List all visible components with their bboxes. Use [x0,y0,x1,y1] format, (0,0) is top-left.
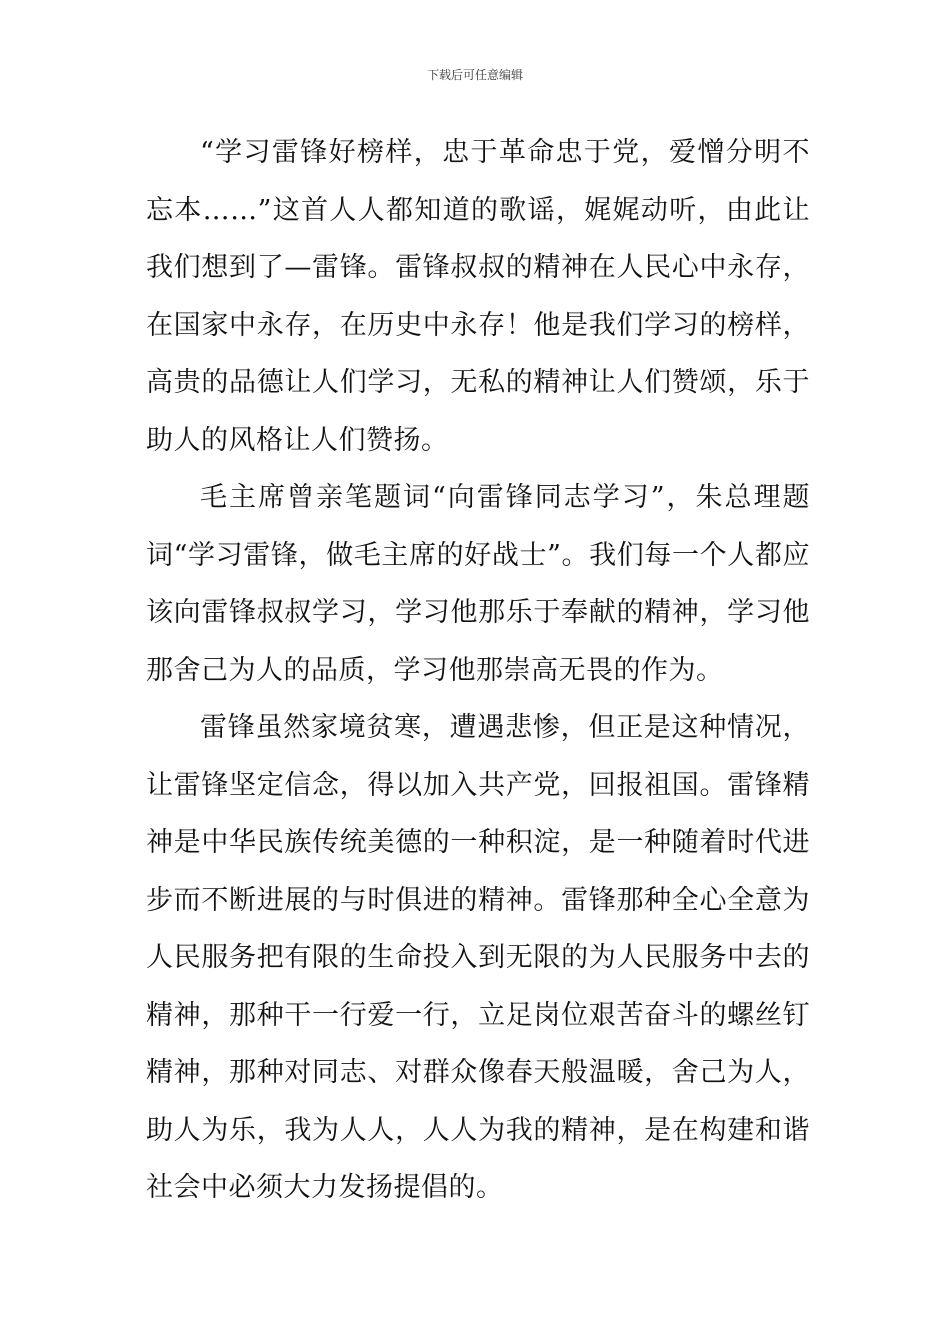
paragraph-2: 毛主席曾亲笔题词“向雷锋同志学习”，朱总理题词“学习雷锋，做毛主席的好战士”。我们每一个人都应该向雷锋叔叔学习，学习他那乐于奉献的精神，学习他那舍己为人的品质，学习他那崇高无畏的作为。 [146,482,810,686]
document-body [146,124,810,1217]
paragraph-3: 雷锋虽然家境贫寒，遭遇悲惨，但正是这种情况，让雷锋坚定信念，得以加入共产党，回报祖国。雷锋精神是中华民族传统美德的一种积淀，是一种随着时代进步而不断进展的与时俱进的精神。雷锋那种全心全意为人民服务把有限的生命投入到无限的为人民服务中去的精神，那种干一行爱一行，立足岗位艰苦奋斗的螺丝钉精神，那种对同志、对群众像春天般温暖，舍己为人，助人为乐，我为人人，人人为我的精神，是在构建和谐社会中必须大力发扬提倡的。 [146,712,810,1203]
page-header: 下载后可任意编辑 [426,68,523,82]
paragraph-1: “学习雷锋好榜样，忠于革命忠于党，爱憎分明不忘本……”这首人人都知道的歌谣，娓娓动听，由此让我们想到了—雷锋。雷锋叔叔的精神在人民心中永存，在国家中永存，在历史中永存！他是我们学习的榜样，高贵的品德让人们学习，无私的精神让人们赞颂，乐于助人的风格让人们赞扬。 [146,137,810,456]
